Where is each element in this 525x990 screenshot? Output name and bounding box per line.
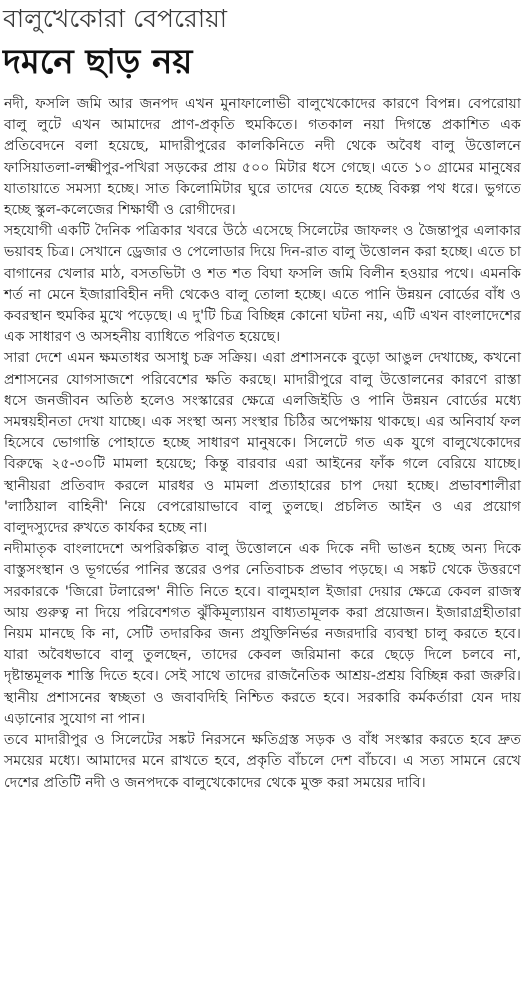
article-paragraph: সারা দেশে এমন ক্ষমতাধর অসাধু চক্র সক্রিয়। এরা প্রশাসনকে বুড়ো আঙুল দেখাচ্ছে, কখনো প্রশাসনের যোগসাজশে পরিবেশের ক্ষতি করছে। মাদারীপুরে বালু উত্তোলনের কারণে রাস্তা ধসে জনজীবন অতিষ্ঠ হলেও সংস্কারের ক্ষেত্রে এলজিইডি ও পানি উন্নয়ন বোর্ডের মধ্যে সমন্বয়হীনতা দেখা যাচ্ছে। এক সংস্থা অন্য সংস্থার চিঠির অপেক্ষায় থাকছে। এর অনিবার্য ফল হিসেবে ভোগান্তি পোহাতে হচ্ছে সাধারণ মানুষকে। সিলেটে গত এক যুগে বালুখেকোদের বিরুদ্ধে ২৫-৩০টি মামলা হয়েছে; কিন্তু বারবার এরা আইনের ফাঁক গলে বেরিয়ে যাচ্ছে। স্থানীয়রা প্রতিবাদ করলে মারধর ও মামলা প্রত্যাহারের চাপ দেয়া হচ্ছে। প্রভাবশালীরা 'লাঠিয়াল বাহিনী' নিয়ে বেপরোয়াভাবে বালু তুলছে। প্রচলিত আইন ও এর প্রয়োগ বালুদস্যুদের রুখতে কার্যকর হচ্ছে না। <box>4 350 521 537</box>
article-paragraph: সহযোগী একটি দৈনিক পত্রিকার খবরে উঠে এসেছে সিলেটের জাফলং ও জৈন্তাপুর এলাকার ভয়াবহ চিত্র। সেখানে ড্রেজার ও পেলোডার দিয়ে দিন-রাত বালু উত্তোলন করা হচ্ছে। এতে চা বাগানের খেলার মাঠ, বসতভিটা ও শত শত বিঘা ফসলি জমি বিলীন হওয়ার পথে। এমনকি শর্ত না মেনে ইজারাবিহীন নদী থেকেও বালু তোলা হচ্ছে। এতে পানি উন্নয়ন বোর্ডের বাঁধ ও কবরস্থান হুমকির মুখে পড়েছে। এ দু'টি চিত্র বিচ্ছিন্ন কোনো ঘটনা নয়, এটি এখন বাংলাদেশের এক সাধারণ ও অসহনীয় ব্যাধিতে পরিণত হয়েছে। <box>4 223 521 346</box>
article-body <box>4 94 521 794</box>
article-kicker: বালুখেকোরা বেপরোয়া <box>3 4 228 33</box>
article-paragraph: নদীমাতৃক বাংলাদেশে অপরিকল্পিত বালু উত্তোলনে এক দিকে নদী ভাঙন হচ্ছে অন্য দিকে বাস্তুসংস্থান ও ভূগর্ভের পানির স্তরের ওপর নেতিবাচক প্রভাব পড়ছে। এ সঙ্কট থেকে উত্তরণে সরকারকে 'জিরো টলারেন্স' নীতি নিতে হবে। বালুমহাল ইজারা দেয়ার ক্ষেত্রে কেবল রাজস্ব আয় গুরুত্ব না দিয়ে পরিবেশগত ঝুঁকিমূল্যায়ন বাধ্যতামূলক করা প্রয়োজন। ইজারাগ্রহীতারা নিয়ম মানছে কি না, সেটি তদারকির জন্য প্রযুক্তিনির্ভর নজরদারি ব্যবস্থা চালু করতে হবে। যারা অবৈধভাবে বালু তুলছেন, তাদের কেবল জরিমানা করে ছেড়ে দিলে চলবে না, দৃষ্টান্তমূলক শাস্তি দিতে হবে। সেই সাথে তাদের রাজনৈতিক আশ্রয়-প্রশ্রয় বিচ্ছিন্ন করা জরুরি। স্থানীয় প্রশাসনের স্বচ্ছতা ও জবাবদিহি নিশ্চিত করতে হবে। সরকারি কর্মকর্তারা যেন দায় এড়ানোর সুযোগ না পান। <box>4 541 521 727</box>
article-paragraph: নদী, ফসলি জমি আর জনপদ এখন মুনাফালোভী বালুখেকোদের কারণে বিপন্ন। বেপরোয়া বালু লুটে এখন আমাদের প্রাণ-প্রকৃতি হুমকিতে। গতকাল নয়া দিগন্তে প্রকাশিত এক প্রতিবেদনে বলা হয়েছে, মাদারীপুরের কালকিনিতে নদী থেকে অবৈধ বালু উত্তোলনে ফাসিয়াতলা-লক্ষ্মীপুর-পখিরা সড়কের প্রায় ৫০০ মিটার ধসে গেছে। এতে ১০ গ্রামের মানুষের যাতায়াতে সমস্যা হচ্ছে। সাত কিলোমিটার ঘুরে তাদের যেতে হচ্ছে বিকল্প পথ ধরে। ভুগতে হচ্ছে স্কুল-কলেজের শিক্ষার্থী ও রোগীদের। <box>4 96 521 219</box>
article-paragraph: তবে মাদারীপুর ও সিলেটের সঙ্কট নিরসনে ক্ষতিগ্রস্ত সড়ক ও বাঁধ সংস্কার করতে হবে দ্রুত সময়ের মধ্যে। আমাদের মনে রাখতে হবে, প্রকৃতি বাঁচলে দেশ বাঁচবে। এ সত্য সামনে রেখে দেশের প্রতিটি নদী ও জনপদকে বালুখেকোদের থেকে মুক্ত করা সময়ের দাবি। <box>4 732 521 791</box>
article-headline: দমনে ছাড় নয় <box>3 42 193 82</box>
